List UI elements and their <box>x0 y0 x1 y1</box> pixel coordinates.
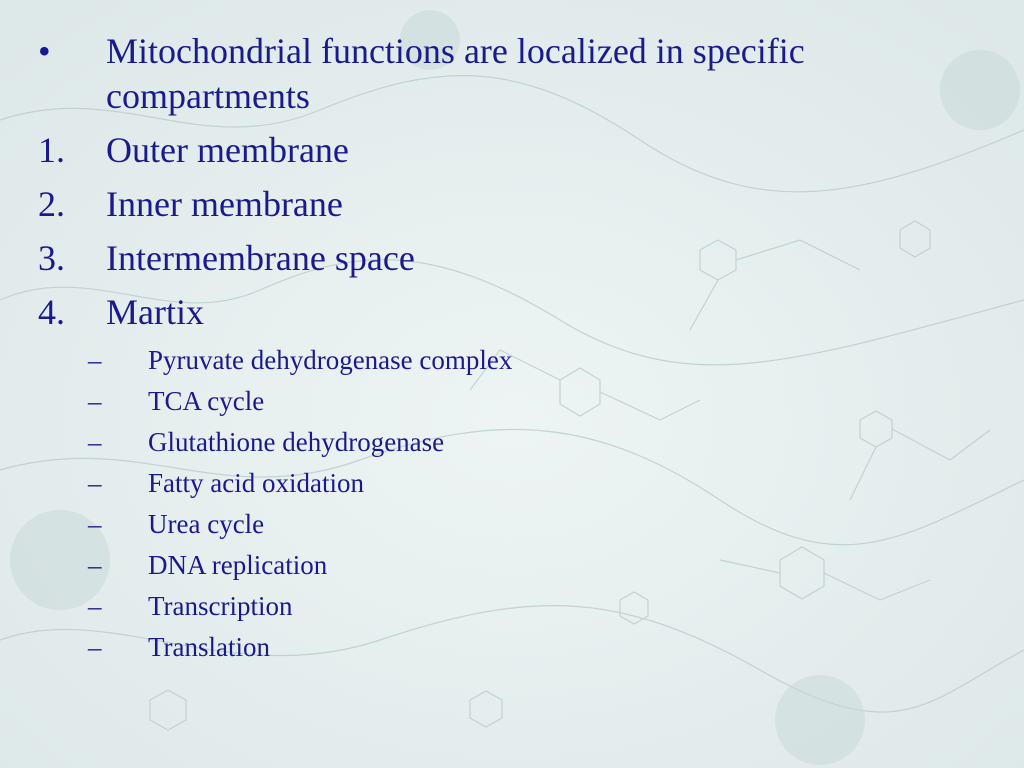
dash-marker: – <box>88 345 102 375</box>
dash-marker: – <box>88 386 102 416</box>
number-marker: 2. <box>38 184 65 224</box>
number-marker: 4. <box>38 292 65 332</box>
dash-marker: – <box>88 591 102 621</box>
numbered-item-text: Martix <box>106 292 204 332</box>
number-marker: 3. <box>38 238 65 278</box>
dash-marker: – <box>88 427 102 457</box>
bullet-text-line-2: compartments <box>106 76 310 116</box>
numbered-item-text: Intermembrane space <box>106 238 415 278</box>
bullet-text-line-1: Mitochondrial functions are localized in specific <box>106 31 805 71</box>
sub-item-text: DNA replication <box>148 550 328 580</box>
number-marker: 1. <box>38 130 65 170</box>
sub-item-text: Translation <box>148 632 271 662</box>
dash-marker: – <box>88 632 102 662</box>
numbered-item-text: Inner membrane <box>106 184 343 224</box>
sub-item-text: Fatty acid oxidation <box>148 468 364 498</box>
sub-item-text: Transcription <box>148 591 293 621</box>
sub-item-text: Urea cycle <box>148 509 265 539</box>
bullet-marker: • <box>38 31 51 71</box>
sub-item-text: TCA cycle <box>148 386 265 416</box>
dash-marker: – <box>88 550 102 580</box>
sub-item-text: Pyruvate dehydrogenase complex <box>148 345 513 375</box>
dash-marker: – <box>88 468 102 498</box>
numbered-item-text: Outer membrane <box>106 130 349 170</box>
sub-item-text: Glutathione dehydrogenase <box>148 427 445 457</box>
dash-marker: – <box>88 509 102 539</box>
